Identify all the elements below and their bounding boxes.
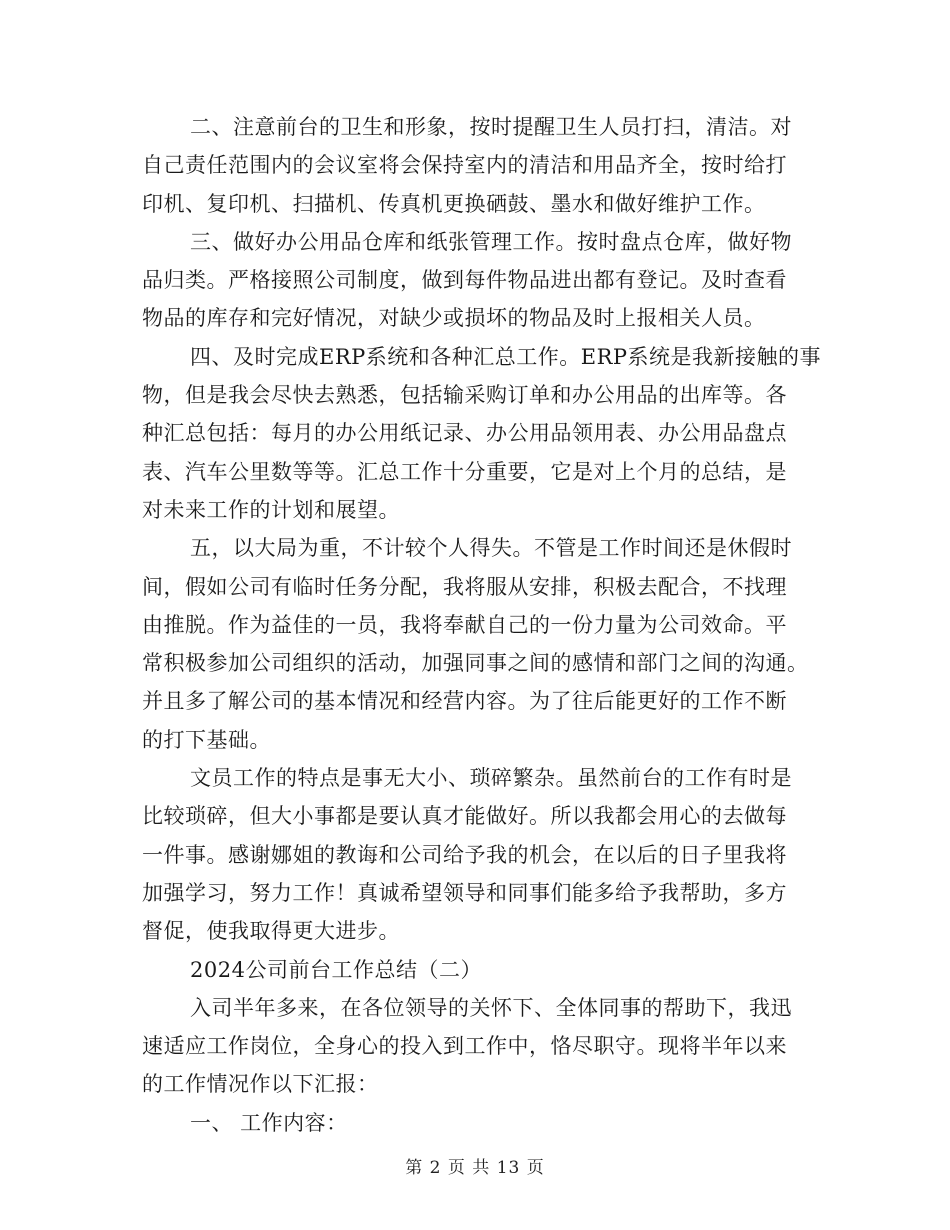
paragraph-line: 的工作情况作以下汇报： (142, 1072, 379, 1097)
paragraph-line: 常积极参加公司组织的活动，加强同事之间的感情和部门之间的沟通。 (142, 651, 809, 676)
paragraph-line: 四、及时完成ERP系统和各种汇总工作。ERP系统是我新接触的事 (190, 344, 822, 369)
paragraph-line: 自己责任范围内的会议室将会保持室内的清洁和用品齐全，按时给打 (142, 153, 787, 178)
paragraph (142, 338, 822, 529)
paragraph-line: 的打下基础。 (142, 727, 271, 752)
paragraph (142, 1104, 814, 1142)
paragraph-line: 由推脱。作为益佳的一员，我将奉献自己的一份力量为公司效命。平 (142, 612, 787, 637)
paragraph-line: 种汇总包括：每月的办公用纸记录、办公用品领用表、办公用品盘点 (142, 421, 787, 446)
paragraph-line: 对未来工作的计划和展望。 (142, 497, 400, 522)
paragraph-line: 比较琐碎，但大小事都是要认真才能做好。所以我都会用心的去做每 (142, 804, 787, 829)
paragraph-line: 二、注意前台的卫生和形象，按时提醒卫生人员打扫，清洁。对 (190, 115, 792, 139)
page-footer: 第 2 页 共 13 页 (405, 1158, 545, 1178)
paragraph (142, 108, 814, 223)
paragraph (142, 529, 814, 759)
paragraph-line: 三、做好办公用品仓库和纸张管理工作。按时盘点仓库，做好物 (190, 229, 792, 254)
paragraph-line: 加强学习，努力工作！真诚希望领导和同事们能多给予我帮助，多方 (142, 880, 787, 905)
paragraph-line: 间，假如公司有临时任务分配，我将服从安排，积极去配合，不找理 (142, 574, 787, 599)
paragraph-line: 印机、复印机、扫描机、传真机更换硒鼓、墨水和做好维护工作。 (142, 191, 766, 216)
paragraph (142, 989, 814, 1104)
paragraph-line: 物，但是我会尽快去熟悉，包括输采购订单和办公用品的出库等。各 (142, 383, 787, 408)
paragraph-line: 督促，使我取得更大进步。 (142, 919, 400, 944)
paragraph-line: 品归类。严格接照公司制度，做到每件物品进出都有登记。及时查看 (142, 268, 787, 293)
paragraph-line: 并且多了解公司的基本情况和经营内容。为了往后能更好的工作不断 (142, 689, 787, 714)
paragraph (142, 759, 814, 950)
paragraph-line: 一、 工作内容： (190, 1110, 348, 1135)
document-body (142, 108, 822, 1142)
paragraph-line: 2024公司前台工作总结（二） (190, 957, 482, 982)
paragraph (142, 951, 814, 989)
paragraph-line: 速适应工作岗位，全身心的投入到工作中，恪尽职守。现将半年以来 (142, 1034, 787, 1059)
paragraph-line: 物品的库存和完好情况，对缺少或损坏的物品及时上报相关人员。 (142, 306, 766, 331)
paragraph (142, 223, 814, 338)
paragraph-line: 五，以大局为重，不计较个人得失。不管是工作时间还是休假时 (190, 536, 792, 561)
paragraph-line: 表、汽车公里数等等。汇总工作十分重要，它是对上个月的总结，是 (142, 459, 787, 484)
paragraph-line: 一件事。感谢娜姐的教诲和公司给予我的机会，在以后的日子里我将 (142, 842, 787, 867)
paragraph-line: 文员工作的特点是事无大小、琐碎繁杂。虽然前台的工作有时是 (190, 766, 792, 791)
paragraph-line: 入司半年多来，在各位领导的关怀下、全体同事的帮助下，我迅 (190, 995, 792, 1020)
